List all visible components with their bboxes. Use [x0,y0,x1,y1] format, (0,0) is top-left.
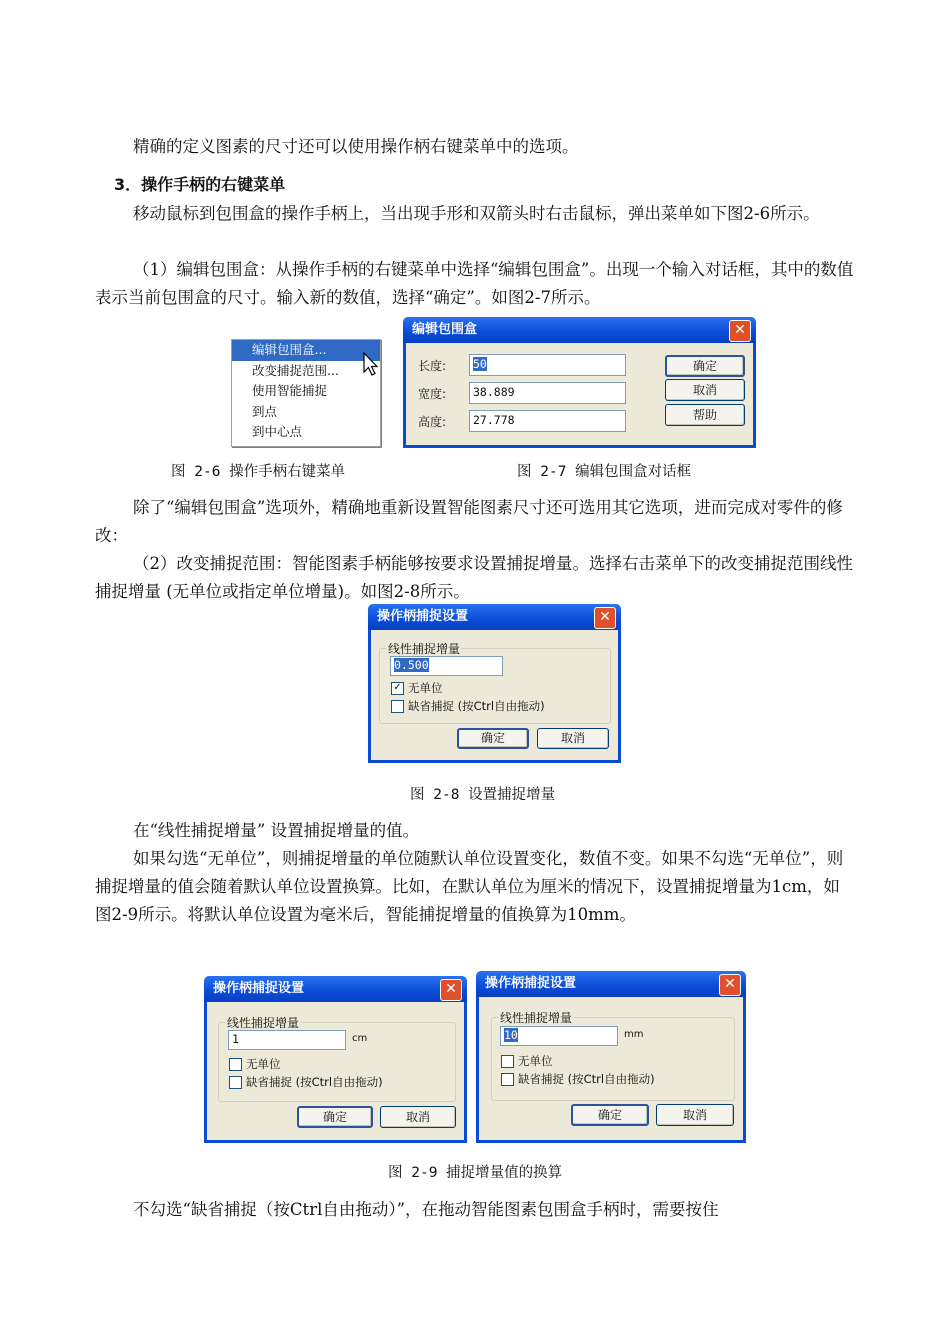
paragraph-edit-box: （1）编辑包围盒：从操作手柄的右键菜单中选择“编辑包围盒”。出现一个输入对话框，其中的数值表示当前包围盒的尺寸。输入新的数值，选择“确定”。如图2-7所示。 [95,260,854,307]
length-value: 50 [473,357,487,371]
help-button[interactable]: 帮助 [665,404,745,426]
group-label: 线性捕捉增量 [500,1011,573,1025]
group-label: 线性捕捉增量 [227,1016,300,1030]
no-unit-label: 无单位 [408,681,443,695]
default-snap-checkbox[interactable] [391,700,404,713]
dialog-titlebar [403,317,756,343]
close-icon[interactable]: ✕ [719,974,741,996]
paragraph-intro: 精确的定义图素的尺寸还可以使用操作柄右键菜单中的选项。 [133,137,579,156]
dialog-titlebar [204,976,467,1002]
default-snap-label: 缺省捕捉 (按Ctrl自由拖动) [246,1075,383,1089]
length-label: 长度: [418,359,447,373]
default-snap-checkbox[interactable] [501,1073,514,1086]
default-snap-label: 缺省捕捉 (按Ctrl自由拖动) [518,1072,655,1086]
menu-item-smart-snap[interactable]: 使用智能捕捉 [252,383,328,398]
dialog-titlebar [368,604,621,630]
unit-label: cm [352,1033,368,1044]
group-label: 线性捕捉增量 [388,642,461,656]
handle-context-menu [231,339,381,447]
no-unit-label: 无单位 [246,1057,281,1071]
width-field[interactable]: 38.889 [469,382,626,404]
no-unit-checkbox[interactable] [501,1055,514,1068]
ok-button[interactable]: 确定 [457,728,529,749]
ok-button[interactable]: 确定 [571,1104,649,1126]
no-unit-checkbox[interactable]: ✓ [391,682,404,695]
length-field[interactable] [469,354,626,376]
cancel-button[interactable]: 取消 [380,1106,456,1128]
cancel-button[interactable]: 取消 [656,1104,734,1126]
width-label: 宽度: [418,387,447,401]
ok-button[interactable]: 确定 [297,1106,373,1128]
menu-item-to-point[interactable]: 到点 [252,403,278,419]
snap-settings-dialog [368,604,621,763]
dialog-titlebar [476,971,746,997]
close-icon[interactable]: ✕ [440,979,462,1001]
dialog-title: 操作柄捕捉设置 [377,609,469,624]
snap-increment-value: 0.500 [394,658,429,672]
dialog-title: 操作柄捕捉设置 [213,981,305,996]
paragraph-set-value: 在“线性捕捉增量” 设置捕捉增量的值。 [133,821,420,840]
caption-fig-2-6: 图 2-6 操作手柄右键菜单 [171,464,346,480]
height-field[interactable]: 27.778 [469,410,626,432]
caption-fig-2-8: 图 2-8 设置捕捉增量 [410,787,556,803]
snap-increment-field[interactable]: 1 [228,1030,346,1050]
menu-item-change-snap[interactable]: 改变捕捉范围... [252,362,339,378]
dialog-title: 编辑包围盒 [412,322,478,337]
unit-label: mm [624,1029,644,1040]
close-icon[interactable]: ✕ [594,607,616,629]
snap-settings-dialog-mm [476,971,746,1143]
snap-increment-field[interactable] [390,656,503,676]
paragraph-change-snap: （2）改变捕捉范围：智能图素手柄能够按要求设置捕捉增量。选择右击菜单下的改变捕捉范围线性捕捉增量 (无单位或指定单位增量)。如图2-8所示。 [95,554,853,601]
cancel-button[interactable]: 取消 [665,379,745,401]
default-snap-label: 缺省捕捉 (按Ctrl自由拖动) [408,699,545,713]
ok-button[interactable]: 确定 [665,355,745,377]
paragraph-right-click: 移动鼠标到包围盒的操作手柄上，当出现手形和双箭头时右击鼠标，弹出菜单如下图2-6所示。 [133,204,820,223]
snap-increment-value: 10 [504,1028,518,1042]
snap-increment-field[interactable] [500,1026,618,1046]
snap-settings-dialog-cm [204,976,467,1143]
no-unit-label: 无单位 [518,1054,553,1068]
caption-fig-2-7: 图 2-7 编辑包围盒对话框 [517,464,692,480]
paragraph-no-unit: 如果勾选“无单位”，则捕捉增量的单位随默认单位设置变化，数值不变。如果不勾选“无单位”，则捕捉增量的值会随着默认单位设置换算。比如，在默认单位为厘米的情况下，设置捕捉增量为1cm，如图2-9所示。将默认单位设置为毫米后，智能捕捉增量的值换算为10mm。 [95,849,844,924]
edit-box-dialog [403,317,756,448]
caption-fig-2-9: 图 2-9 捕捉增量值的换算 [388,1165,563,1181]
close-icon[interactable]: ✕ [729,320,751,342]
no-unit-checkbox[interactable] [229,1058,242,1071]
menu-item-to-center[interactable]: 到中心点 [252,424,303,439]
cancel-button[interactable]: 取消 [537,728,609,749]
paragraph-other-options: 除了“编辑包围盒”选项外，精确地重新设置智能图素尺寸还可选用其它选项，进而完成对零件的修改： [95,498,843,545]
dialog-title: 操作柄捕捉设置 [485,976,577,991]
height-label: 高度: [418,415,447,429]
menu-item-edit-box[interactable]: 编辑包围盒... [232,340,380,361]
section-heading: 3．操作手柄的右键菜单 [114,175,286,194]
mouse-pointer-icon [363,352,381,378]
paragraph-default-snap: 不勾选“缺省捕捉（按Ctrl自由拖动）”，在拖动智能图素包围盒手柄时，需要按住 [133,1200,719,1219]
default-snap-checkbox[interactable] [229,1076,242,1089]
